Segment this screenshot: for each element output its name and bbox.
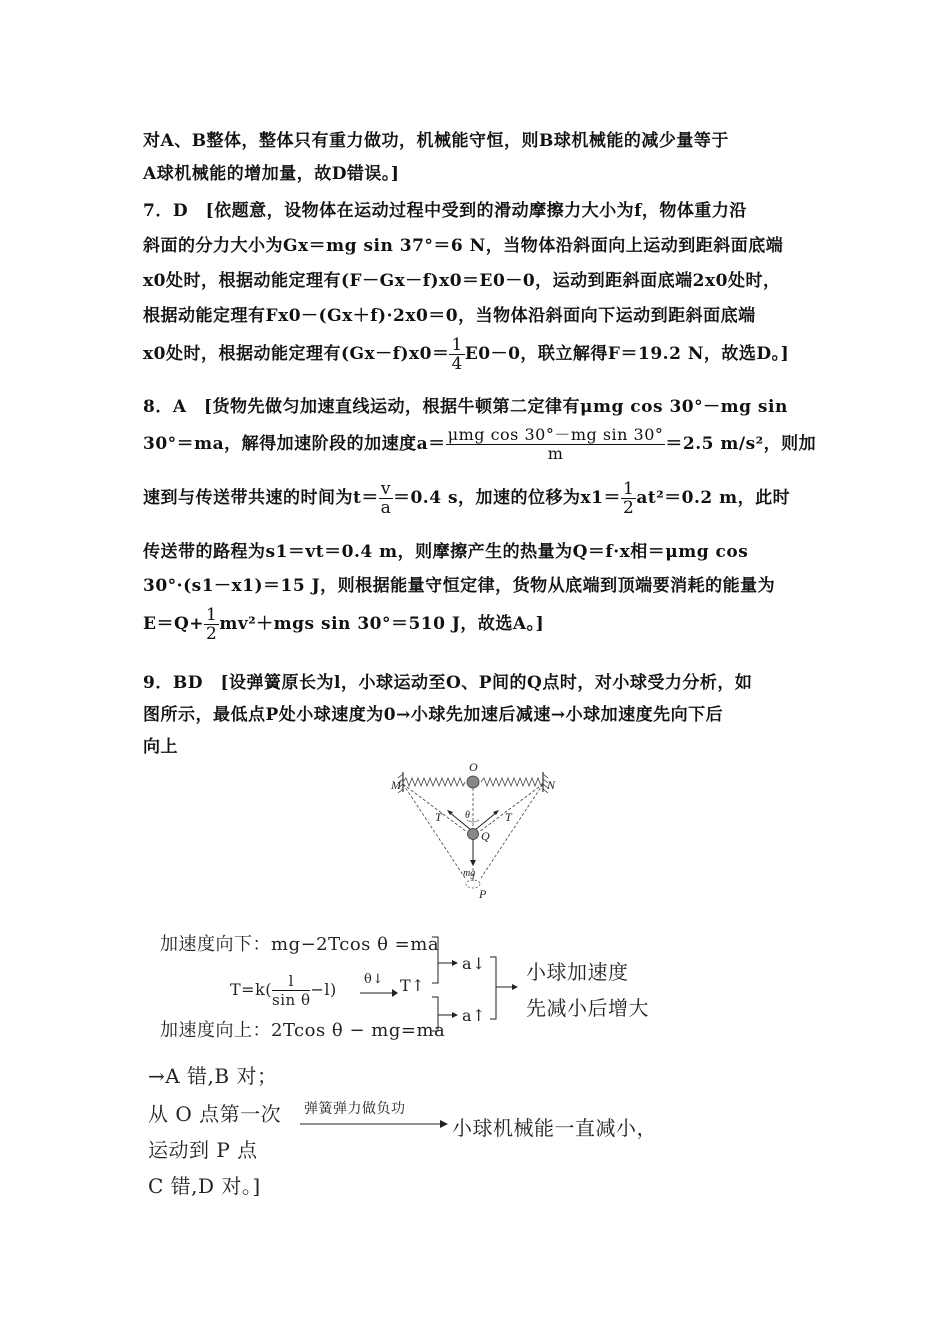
q8-line-6-start: E＝Q+	[143, 614, 205, 634]
tension-eq-end: −l)	[310, 980, 337, 999]
acc-decrease: a↓	[462, 954, 486, 973]
q8-line-3-mid: ＝0.4 s，加速的位移为x1＝	[392, 488, 621, 508]
q8-line-1: 8．A [货物先做匀加速直线运动，根据牛顿第二定律有μmg cos 30°－mg sin	[143, 397, 788, 417]
conclusion-cd: C 错,D 对。]	[148, 1174, 261, 1198]
long-arrow	[298, 1118, 448, 1130]
right-string	[479, 784, 543, 832]
left-spring	[403, 778, 465, 786]
q7-line-5-end: E0－0，联立解得F＝19.2 N，故选D。]	[464, 344, 790, 364]
q8-line-6	[143, 606, 544, 643]
q8-time-num: v	[380, 479, 391, 499]
q8-energy-fraction	[204, 606, 219, 643]
q8-line-3-start: 速到与传送带共速的时间为t＝	[143, 488, 379, 508]
q8-line-6-end: mv²＋mgs sin 30°＝510 J，故选A。]	[219, 614, 545, 634]
label-q: Q	[481, 829, 490, 843]
label-m: M	[391, 778, 401, 792]
q7-line-2: 斜面的分力大小为Gx＝mg sin 37°＝6 N，当物体沿斜面向上运动到距斜面底端	[143, 236, 784, 256]
q7-frac-num: 1	[451, 335, 463, 355]
q9-line-3: 向上	[143, 737, 178, 757]
tension-increase: T↑	[400, 976, 426, 995]
q7-line-4: 根据动能定理有Fx0－(Gx＋f)·2x0＝0，当物体沿斜面向下运动到距斜面底端	[143, 306, 756, 326]
tension-eq	[230, 972, 337, 1009]
conclusion-to-p: 运动到 P 点	[148, 1138, 258, 1162]
label-p: P	[479, 887, 487, 901]
tension-frac-den: sin θ	[272, 991, 311, 1009]
ball-at-q	[468, 829, 479, 840]
top-solution-line-2: A球机械能的增加量，故D错误。]	[143, 164, 400, 184]
ball-at-o	[467, 776, 479, 788]
label-n: N	[547, 778, 556, 792]
tension-eq-start: T=k(	[230, 980, 273, 999]
gravity-head	[470, 860, 476, 866]
label-mg: mg	[463, 868, 476, 879]
q7-line-5-start: x0处时，根据动能定理有(Gx－f)x0＝	[143, 344, 450, 364]
q8-half-fraction	[621, 480, 636, 517]
theta-decrease: θ↓	[364, 972, 384, 987]
q8-line-5: 30°·(s1－x1)＝15 J，则根据能量守恒定律，货物从底端到顶端要消耗的能量为	[143, 576, 776, 596]
acc-increase: a↑	[462, 1006, 486, 1025]
q7-frac-den: 4	[451, 354, 463, 374]
left-string	[403, 784, 467, 832]
top-solution-line-1: 对A、B整体，整体只有重力做功，机械能守恒，则B球机械能的减少量等于	[143, 131, 729, 151]
label-t-right: T	[505, 810, 512, 824]
conclusion-from-o: 从 O 点第一次	[148, 1102, 282, 1126]
q8-half-num: 1	[623, 479, 635, 499]
arrow-label: 弹簧弹力做负功	[304, 1101, 406, 1117]
acc-up-eq: 加速度向上：2Tcos θ − mg=ma	[160, 1020, 446, 1041]
acc-down-eq: 加速度向下：mg−2Tcos θ =ma	[160, 934, 440, 955]
right-spring	[481, 778, 543, 786]
theta-arrow	[358, 988, 398, 998]
q8-acc-num: μmg cos 30°－mg sin 30°	[447, 425, 664, 444]
q9-line-2: 图所示，最低点P处小球速度为0→小球先加速后减速→小球加速度先向下后	[143, 705, 724, 725]
label-t-left: T	[435, 810, 442, 824]
q7-line-1: 7．D [依题意，设物体在运动过程中受到的滑动摩擦力大小为f，物体重力沿	[143, 201, 747, 221]
q7-fraction	[449, 336, 464, 373]
q7-line-3: x0处时，根据动能定理有(F－Gx－f)x0＝E0－0，运动到距斜面底端2x0处时，	[143, 271, 781, 291]
force-diagram	[385, 758, 565, 906]
q8-line-2-end: ＝2.5 m/s²，则加	[665, 434, 817, 454]
q8-line-3-end: at²＝0.2 m，此时	[636, 488, 791, 508]
q8-half-den: 2	[623, 498, 635, 518]
q8-acc-den: m	[547, 444, 564, 463]
q8-line-4: 传送带的路程为s1＝vt＝0.4 m，则摩擦产生的热量为Q＝f·x相＝μmg cos	[143, 542, 749, 562]
tension-fraction	[272, 972, 310, 1009]
right-dashed	[481, 784, 543, 878]
q8-line-2	[143, 426, 816, 463]
label-theta: θ	[465, 810, 470, 821]
ball-at-p	[466, 880, 480, 888]
q8-acc-fraction	[446, 426, 666, 463]
result-line-1: 小球加速度	[526, 960, 629, 984]
q8-time-den: a	[380, 498, 392, 518]
tension-frac-num: l	[272, 972, 310, 991]
q7-line-5	[143, 336, 789, 373]
q9-line-1: 9．BD [设弹簧原长为l，小球运动至O、P间的Q点时，对小球受力分析，如	[143, 673, 753, 693]
left-dashed	[403, 784, 465, 878]
conclusion-energy: 小球机械能一直减小，	[452, 1116, 657, 1140]
q8-line-3	[143, 480, 790, 517]
q8-line-2-start: 30°＝ma，解得加速阶段的加速度a＝	[143, 434, 446, 454]
q8-time-fraction	[379, 480, 393, 517]
conclusion-ab: →A 错,B 对；	[148, 1064, 278, 1088]
q8-energy-den: 2	[206, 624, 218, 644]
label-o: O	[469, 760, 478, 774]
result-line-2: 先减小后增大	[526, 996, 649, 1020]
q8-energy-num: 1	[206, 605, 218, 625]
